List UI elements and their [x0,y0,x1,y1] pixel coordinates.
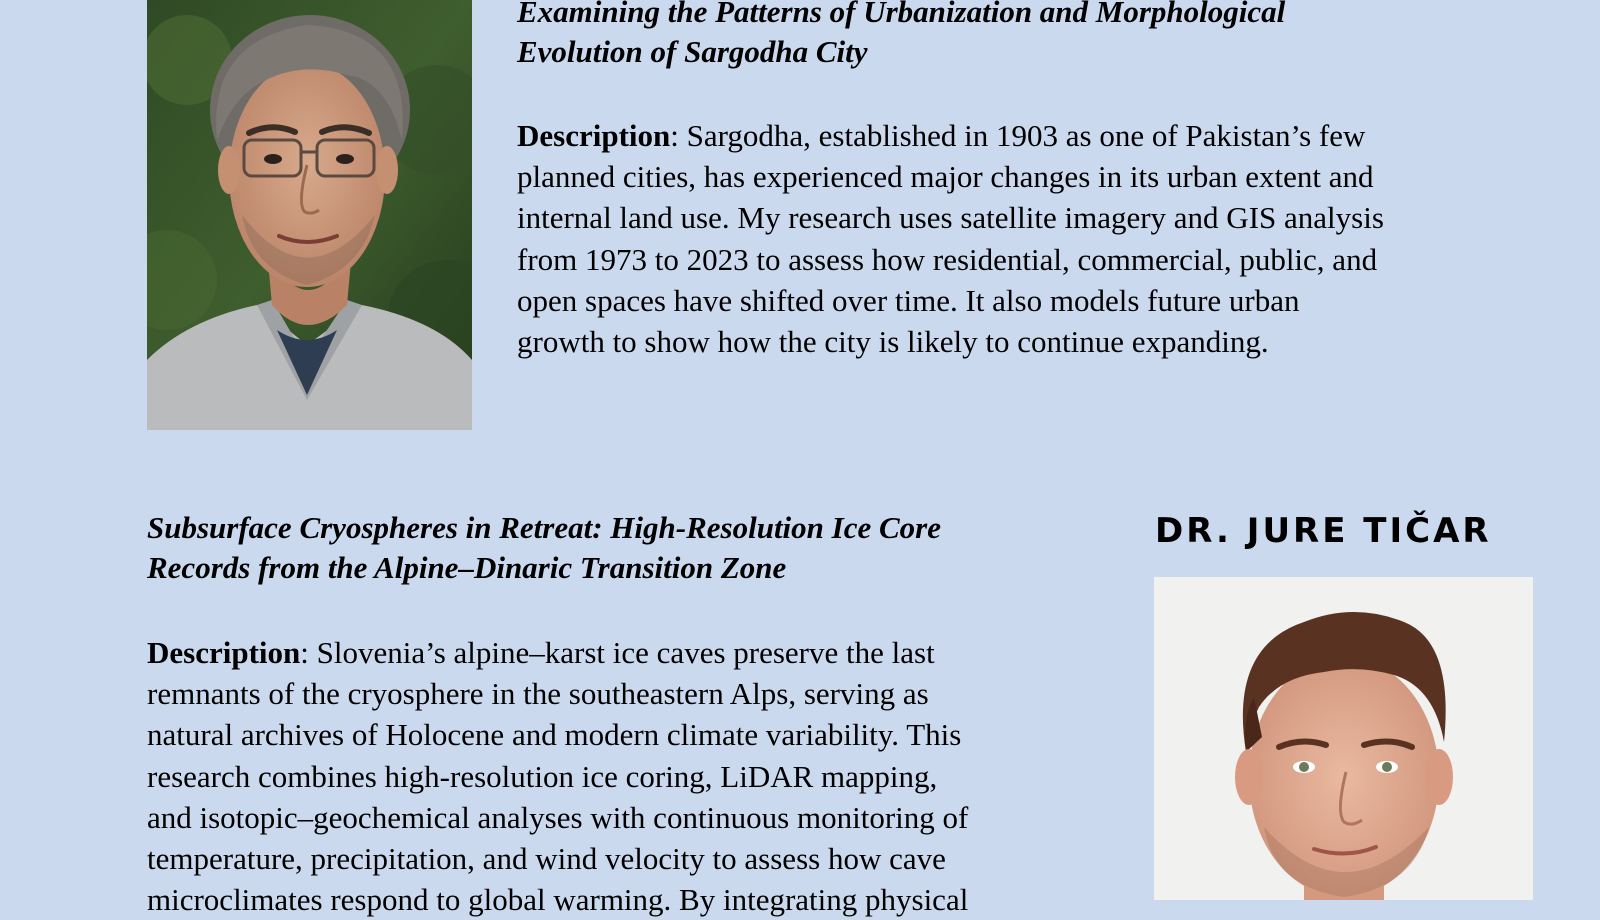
speaker-2-name: DR. JURE TIČAR [1155,511,1492,551]
description-line: temperature, precipitation, and wind velocity to assess how cave [147,841,946,877]
description-line: remnants of the cryosphere in the southeastern Alps, serving as [147,676,929,712]
description-line: open spaces have shifted over time. It also models future urban [517,282,1300,318]
description-line: from 1973 to 2023 to assess how residential, commercial, public, and [517,241,1378,277]
description-label: Description [517,118,671,153]
description-line [147,632,1137,673]
description-line: and isotopic–geochemical analyses with continuous monitoring of [147,799,969,835]
description-line: microclimates respond to global warming. By integrating physical [147,882,969,918]
speaker-1-photo [147,0,472,430]
title-line: Examining the Patterns of Urbanization and Morphological [517,0,1286,29]
description-text: : Slovenia’s alpine–karst ice caves preserve the last [300,635,935,670]
description-line: natural archives of Holocene and modern climate variability. This [147,717,962,753]
description-line: growth to show how the city is likely to continue expanding. [517,324,1269,360]
description-line: research combines high-resolution ice coring, LiDAR mapping, [147,758,938,794]
description-line: internal land use. My research uses satellite imagery and GIS analysis [517,200,1384,236]
speaker-1-talk-title [517,0,1567,72]
portrait-photo-young-man-icon [1154,577,1533,900]
title-line: Evolution of Sargodha City [517,34,868,69]
description-label: Description [147,635,301,670]
speaker-1-description [517,115,1577,362]
description-line [517,115,1577,156]
description-line: planned cities, has experienced major changes in its urban extent and [517,159,1374,195]
description-text: : Sargodha, established in 1903 as one of Pakistan’s few [670,118,1366,153]
portrait-photo-man-glasses-icon [147,0,472,430]
speaker-2-talk-title [147,508,1147,588]
speaker-2-photo [1154,577,1533,900]
speaker-2-description [147,632,1137,920]
title-line: Subsurface Cryospheres in Retreat: High-Resolution Ice Core [147,510,941,545]
title-line: Records from the Alpine–Dinaric Transition Zone [147,550,787,585]
